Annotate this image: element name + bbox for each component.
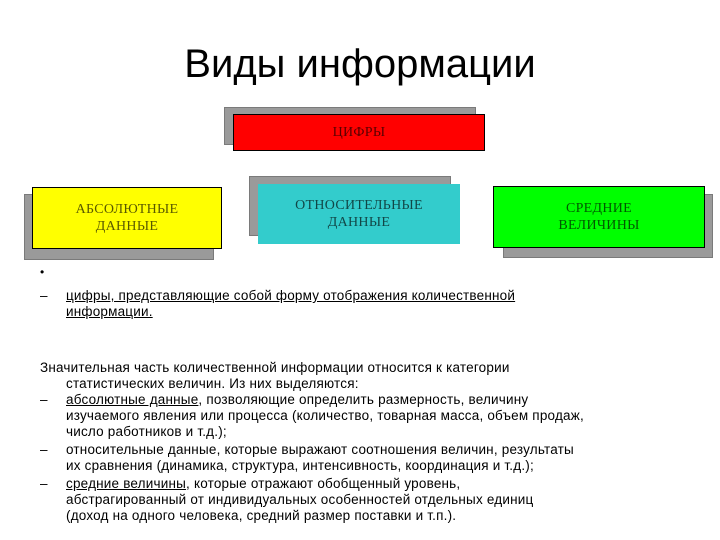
digits-text-line1: цифры, представляющие собой форму отображения количественной bbox=[66, 288, 516, 303]
bullet-point: • bbox=[40, 265, 45, 279]
box-digits bbox=[233, 114, 485, 151]
item1-term: абсолютные данные bbox=[66, 392, 199, 407]
box-relative-line1: ОТНОСИТЕЛЬНЫЕ bbox=[295, 198, 423, 213]
item1-line1 bbox=[66, 392, 528, 408]
item3-line2: абстрагированный от индивидуальных особенностей отдельных единиц bbox=[66, 492, 534, 507]
box-absolute-data bbox=[32, 187, 222, 249]
statistics-paragraph bbox=[40, 360, 712, 535]
digits-description bbox=[40, 264, 712, 324]
box-relative-line2: ДАННЫЕ bbox=[327, 215, 391, 230]
item1-rest: , позволяющие определить размерность, величину bbox=[198, 392, 529, 407]
digits-text-line2: информации. bbox=[66, 304, 153, 319]
page-title: Виды информации bbox=[184, 42, 536, 86]
item3-rest: , которые отражают обобщенный уровень, bbox=[186, 476, 461, 491]
item2-line1: относительные данные, которые выражают соотношения величин, результаты bbox=[66, 442, 574, 457]
item1-dash: – bbox=[40, 392, 48, 407]
item3-line1 bbox=[66, 476, 460, 492]
item3-term: средние величины bbox=[66, 476, 187, 491]
box-digits-label: ЦИФРЫ bbox=[332, 125, 386, 140]
paragraph-line1: Значительная часть количественной информации относится к категории bbox=[40, 360, 510, 375]
item3-line3: (доход на одного человека, средний размер поставки и т.п.). bbox=[66, 508, 457, 523]
item2-line2: их сравнения (динамика, структура, интенсивность, координация и т.д.); bbox=[66, 458, 534, 473]
box-absolute-line1: АБСОЛЮТНЫЕ bbox=[75, 202, 179, 217]
item2-dash: – bbox=[40, 442, 48, 457]
item1-line2: изучаемого явления или процесса (количество, товарная масса, объем продаж, bbox=[66, 408, 584, 423]
box-average-line2: ВЕЛИЧИНЫ bbox=[558, 218, 640, 233]
dash-marker: – bbox=[40, 288, 48, 303]
box-average-line1: СРЕДНИЕ bbox=[565, 201, 633, 216]
item3-dash: – bbox=[40, 476, 48, 491]
box-average-values bbox=[493, 186, 705, 248]
item1-line3: число работников и т.д.); bbox=[66, 424, 227, 439]
box-relative-data bbox=[258, 184, 460, 244]
box-absolute-line2: ДАННЫЕ bbox=[95, 219, 159, 234]
paragraph-line2: статистических величин. Из них выделяются: bbox=[66, 376, 359, 391]
